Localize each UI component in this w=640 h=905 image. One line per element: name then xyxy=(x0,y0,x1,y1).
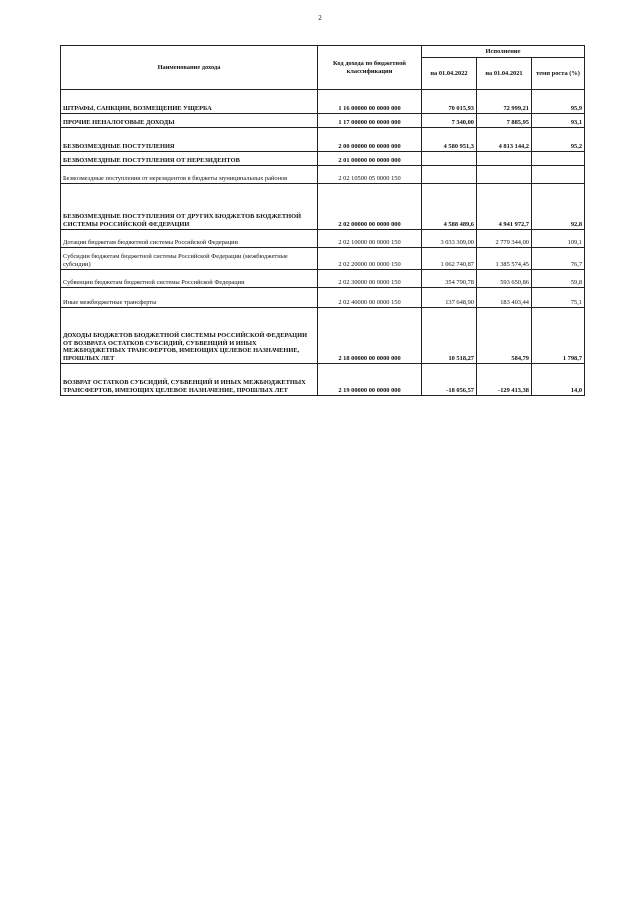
row-code: 2 02 40000 00 0000 150 xyxy=(318,288,422,308)
row-value-2021 xyxy=(477,166,532,184)
row-name: Субвенции бюджетам бюджетной системы Российской Федерации xyxy=(61,270,318,288)
row-code: 2 19 00000 00 0000 000 xyxy=(318,364,422,396)
row-value-2021: -129 413,38 xyxy=(477,364,532,396)
row-code: 2 02 10000 00 0000 150 xyxy=(318,230,422,248)
row-growth-rate: 14,0 xyxy=(532,364,585,396)
row-value-2022: 4 588 489,6 xyxy=(422,184,477,230)
row-growth-rate: 93,1 xyxy=(532,114,585,128)
table-row xyxy=(61,364,585,396)
row-code: 2 02 00000 00 0000 000 xyxy=(318,184,422,230)
row-name: Безвозмездные поступления от нерезидентов в бюджеты муниципальных районов xyxy=(61,166,318,184)
row-value-2022 xyxy=(422,152,477,166)
row-code: 1 16 00000 00 0000 000 xyxy=(318,90,422,114)
header-rate: темп роста (%) xyxy=(532,58,585,90)
row-growth-rate: 75,1 xyxy=(532,288,585,308)
header-2021: на 01.04.2021 xyxy=(477,58,532,90)
header-code: Код дохода по бюджетной классификации xyxy=(318,46,422,90)
row-name: БЕЗВОЗМЕЗДНЫЕ ПОСТУПЛЕНИЯ ОТ ДРУГИХ БЮДЖЕТОВ БЮДЖЕТНОЙ СИСТЕМЫ РОССИЙСКОЙ ФЕДЕРАЦИИ xyxy=(61,184,318,230)
row-name: ПРОЧИЕ НЕНАЛОГОВЫЕ ДОХОДЫ xyxy=(61,114,318,128)
row-value-2022: 137 648,90 xyxy=(422,288,477,308)
row-value-2022: 3 033 309,00 xyxy=(422,230,477,248)
row-value-2022: 4 580 951,3 xyxy=(422,128,477,152)
row-value-2022 xyxy=(422,166,477,184)
table-row xyxy=(61,288,585,308)
row-growth-rate xyxy=(532,152,585,166)
table-row xyxy=(61,230,585,248)
row-value-2022: 10 518,27 xyxy=(422,308,477,364)
row-value-2021: 72 999,21 xyxy=(477,90,532,114)
row-name: БЕЗВОЗМЕЗДНЫЕ ПОСТУПЛЕНИЯ ОТ НЕРЕЗИДЕНТОВ xyxy=(61,152,318,166)
row-value-2021: 593 650,86 xyxy=(477,270,532,288)
row-name: ВОЗВРАТ ОСТАТКОВ СУБСИДИЙ, СУБВЕНЦИЙ И ИНЫХ МЕЖБЮДЖЕТНЫХ ТРАНСФЕРТОВ, ИМЕЮЩИХ ЦЕЛЕВОЕ НАЗНАЧЕНИЕ, ПРОШЛЫХ ЛЕТ xyxy=(61,364,318,396)
table-row xyxy=(61,152,585,166)
row-value-2022: 354 790,78 xyxy=(422,270,477,288)
header-name: Наименование дохода xyxy=(61,46,318,90)
row-value-2021: 4 813 144,2 xyxy=(477,128,532,152)
row-value-2021: 584,79 xyxy=(477,308,532,364)
row-value-2021: 183 403,44 xyxy=(477,288,532,308)
row-value-2022: 70 015,93 xyxy=(422,90,477,114)
row-growth-rate: 109,1 xyxy=(532,230,585,248)
header-2022: на 01.04.2022 xyxy=(422,58,477,90)
row-name: ШТРАФЫ, САНКЦИИ, ВОЗМЕЩЕНИЕ УЩЕРБА xyxy=(61,90,318,114)
row-growth-rate: 59,8 xyxy=(532,270,585,288)
row-value-2021 xyxy=(477,152,532,166)
row-code: 2 02 10500 05 0000 150 xyxy=(318,166,422,184)
row-value-2022: -18 056,57 xyxy=(422,364,477,396)
row-name: БЕЗВОЗМЕЗДНЫЕ ПОСТУПЛЕНИЯ xyxy=(61,128,318,152)
row-growth-rate xyxy=(532,166,585,184)
row-name: Субсидии бюджетам бюджетной системы Российской Федерации (межбюджетные субсидии) xyxy=(61,248,318,270)
row-code: 2 18 00000 00 0000 000 xyxy=(318,308,422,364)
table-row xyxy=(61,166,585,184)
row-growth-rate: 92,8 xyxy=(532,184,585,230)
table-row xyxy=(61,184,585,230)
table-row xyxy=(61,308,585,364)
table-row xyxy=(61,128,585,152)
row-value-2021: 7 885,95 xyxy=(477,114,532,128)
row-code: 2 02 30000 00 0000 150 xyxy=(318,270,422,288)
row-value-2021: 2 779 344,00 xyxy=(477,230,532,248)
table-row xyxy=(61,114,585,128)
row-name: Иные межбюджетные трансферты xyxy=(61,288,318,308)
table-row xyxy=(61,90,585,114)
row-code: 2 00 00000 00 0000 000 xyxy=(318,128,422,152)
row-value-2022: 7 340,00 xyxy=(422,114,477,128)
page-number: 2 xyxy=(318,14,322,22)
row-value-2021: 1 385 574,45 xyxy=(477,248,532,270)
table-row xyxy=(61,248,585,270)
header-execution: Исполнение xyxy=(422,46,585,58)
row-name: ДОХОДЫ БЮДЖЕТОВ БЮДЖЕТНОЙ СИСТЕМЫ РОССИЙСКОЙ ФЕДЕРАЦИИ ОТ ВОЗВРАТА ОСТАТКОВ СУБСИДИЙ, СУБВЕНЦИЙ И ИНЫХ МЕЖБЮДЖЕТНЫХ ТРАНСФЕРТОВ, ИМЕЮЩИХ ЦЕЛЕВОЕ НАЗНАЧЕНИЕ, ПРОШЛЫХ ЛЕТ xyxy=(61,308,318,364)
row-code: 2 02 20000 00 0000 150 xyxy=(318,248,422,270)
row-value-2021: 4 941 972,7 xyxy=(477,184,532,230)
row-code: 2 01 00000 00 0000 000 xyxy=(318,152,422,166)
row-growth-rate: 95,9 xyxy=(532,90,585,114)
table-row xyxy=(61,270,585,288)
revenue-table xyxy=(60,45,585,396)
row-growth-rate: 76,7 xyxy=(532,248,585,270)
row-code: 1 17 00000 00 0000 000 xyxy=(318,114,422,128)
row-growth-rate: 1 798,7 xyxy=(532,308,585,364)
row-name: Дотации бюджетам бюджетной системы Российской Федерации xyxy=(61,230,318,248)
row-value-2022: 1 062 740,87 xyxy=(422,248,477,270)
row-growth-rate: 95,2 xyxy=(532,128,585,152)
